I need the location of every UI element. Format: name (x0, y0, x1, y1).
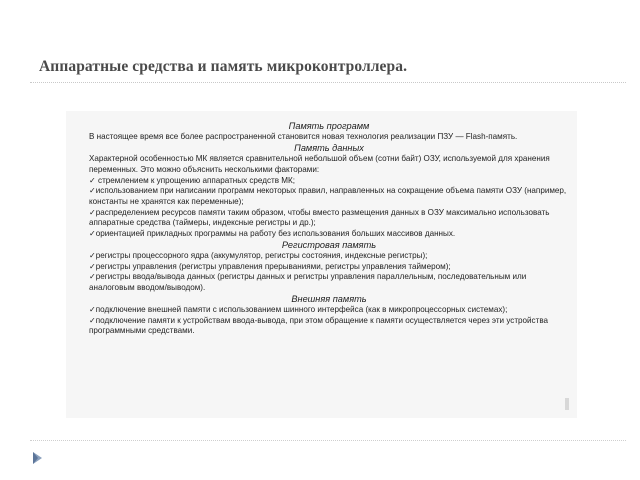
section-heading: Регистровая память (281, 239, 377, 250)
bullet-item: ✓ стремлением к упрощению аппаратных средств МК; (89, 175, 295, 185)
slide-title: Аппаратные средства и память микроконтроллера. (39, 58, 408, 75)
section-paragraph: В настоящее время все более распространенной становится новая технология реализации ПЗУ — Flash-память. (89, 132, 518, 142)
section-register-memory (89, 240, 569, 294)
bullet-item: ✓ориентацией прикладных программы на работу без использования больших массивов данных. (89, 229, 456, 239)
section-paragraph: Характерной особенностью МК является сравнительной небольшой объем (сотни байт) ОЗУ, используемой для хранения переменных. Это можно объяснить несколькими факторами: (89, 154, 550, 174)
title-divider (30, 82, 626, 83)
bullet-item: ✓использованием при написании программ некоторых правил, направленных на сокращение объема памяти ОЗУ (например, константы не хранятся как переменные); (89, 186, 567, 206)
section-heading: Внешняя память (291, 293, 367, 304)
footer-divider (30, 440, 626, 441)
bullet-item: ✓подключение внешней памяти с использованием шинного интерфейса (как в микропроцессорных системах); (89, 304, 508, 314)
bullet-item: ✓регистры ввода/вывода данных (регистры данных и регистры управления параллельным, последовательным или аналоговым вводом/выводом). (89, 272, 527, 293)
bullet-item: ✓подключение памяти к устройствам ввода-вывода, при этом обращение к памяти осуществляется через эти устройства программными средствами. (89, 315, 549, 336)
bullet-item: ✓регистры управления (регистры управления прерываниями, регистры управления таймером); (89, 261, 451, 271)
section-program-memory (89, 121, 569, 143)
section-heading: Память программ (288, 121, 370, 131)
document-text (89, 121, 569, 337)
section-data-memory (89, 143, 569, 240)
section-external-memory (89, 294, 569, 337)
scan-corner-mark (565, 398, 569, 410)
slide-marker-icon (33, 452, 42, 464)
document-image (66, 111, 577, 418)
bullet-item: ✓распределением ресурсов памяти таким образом, чтобы вместо размещения данных в ОЗУ максимально использовать аппаратные средства (таймеры, индексные регистры и др.); (89, 207, 550, 228)
bullet-item: ✓регистры процессорного ядра (аккумулятор, регистры состояния, индексные регистры); (89, 250, 428, 260)
section-heading: Память данных (294, 142, 364, 153)
